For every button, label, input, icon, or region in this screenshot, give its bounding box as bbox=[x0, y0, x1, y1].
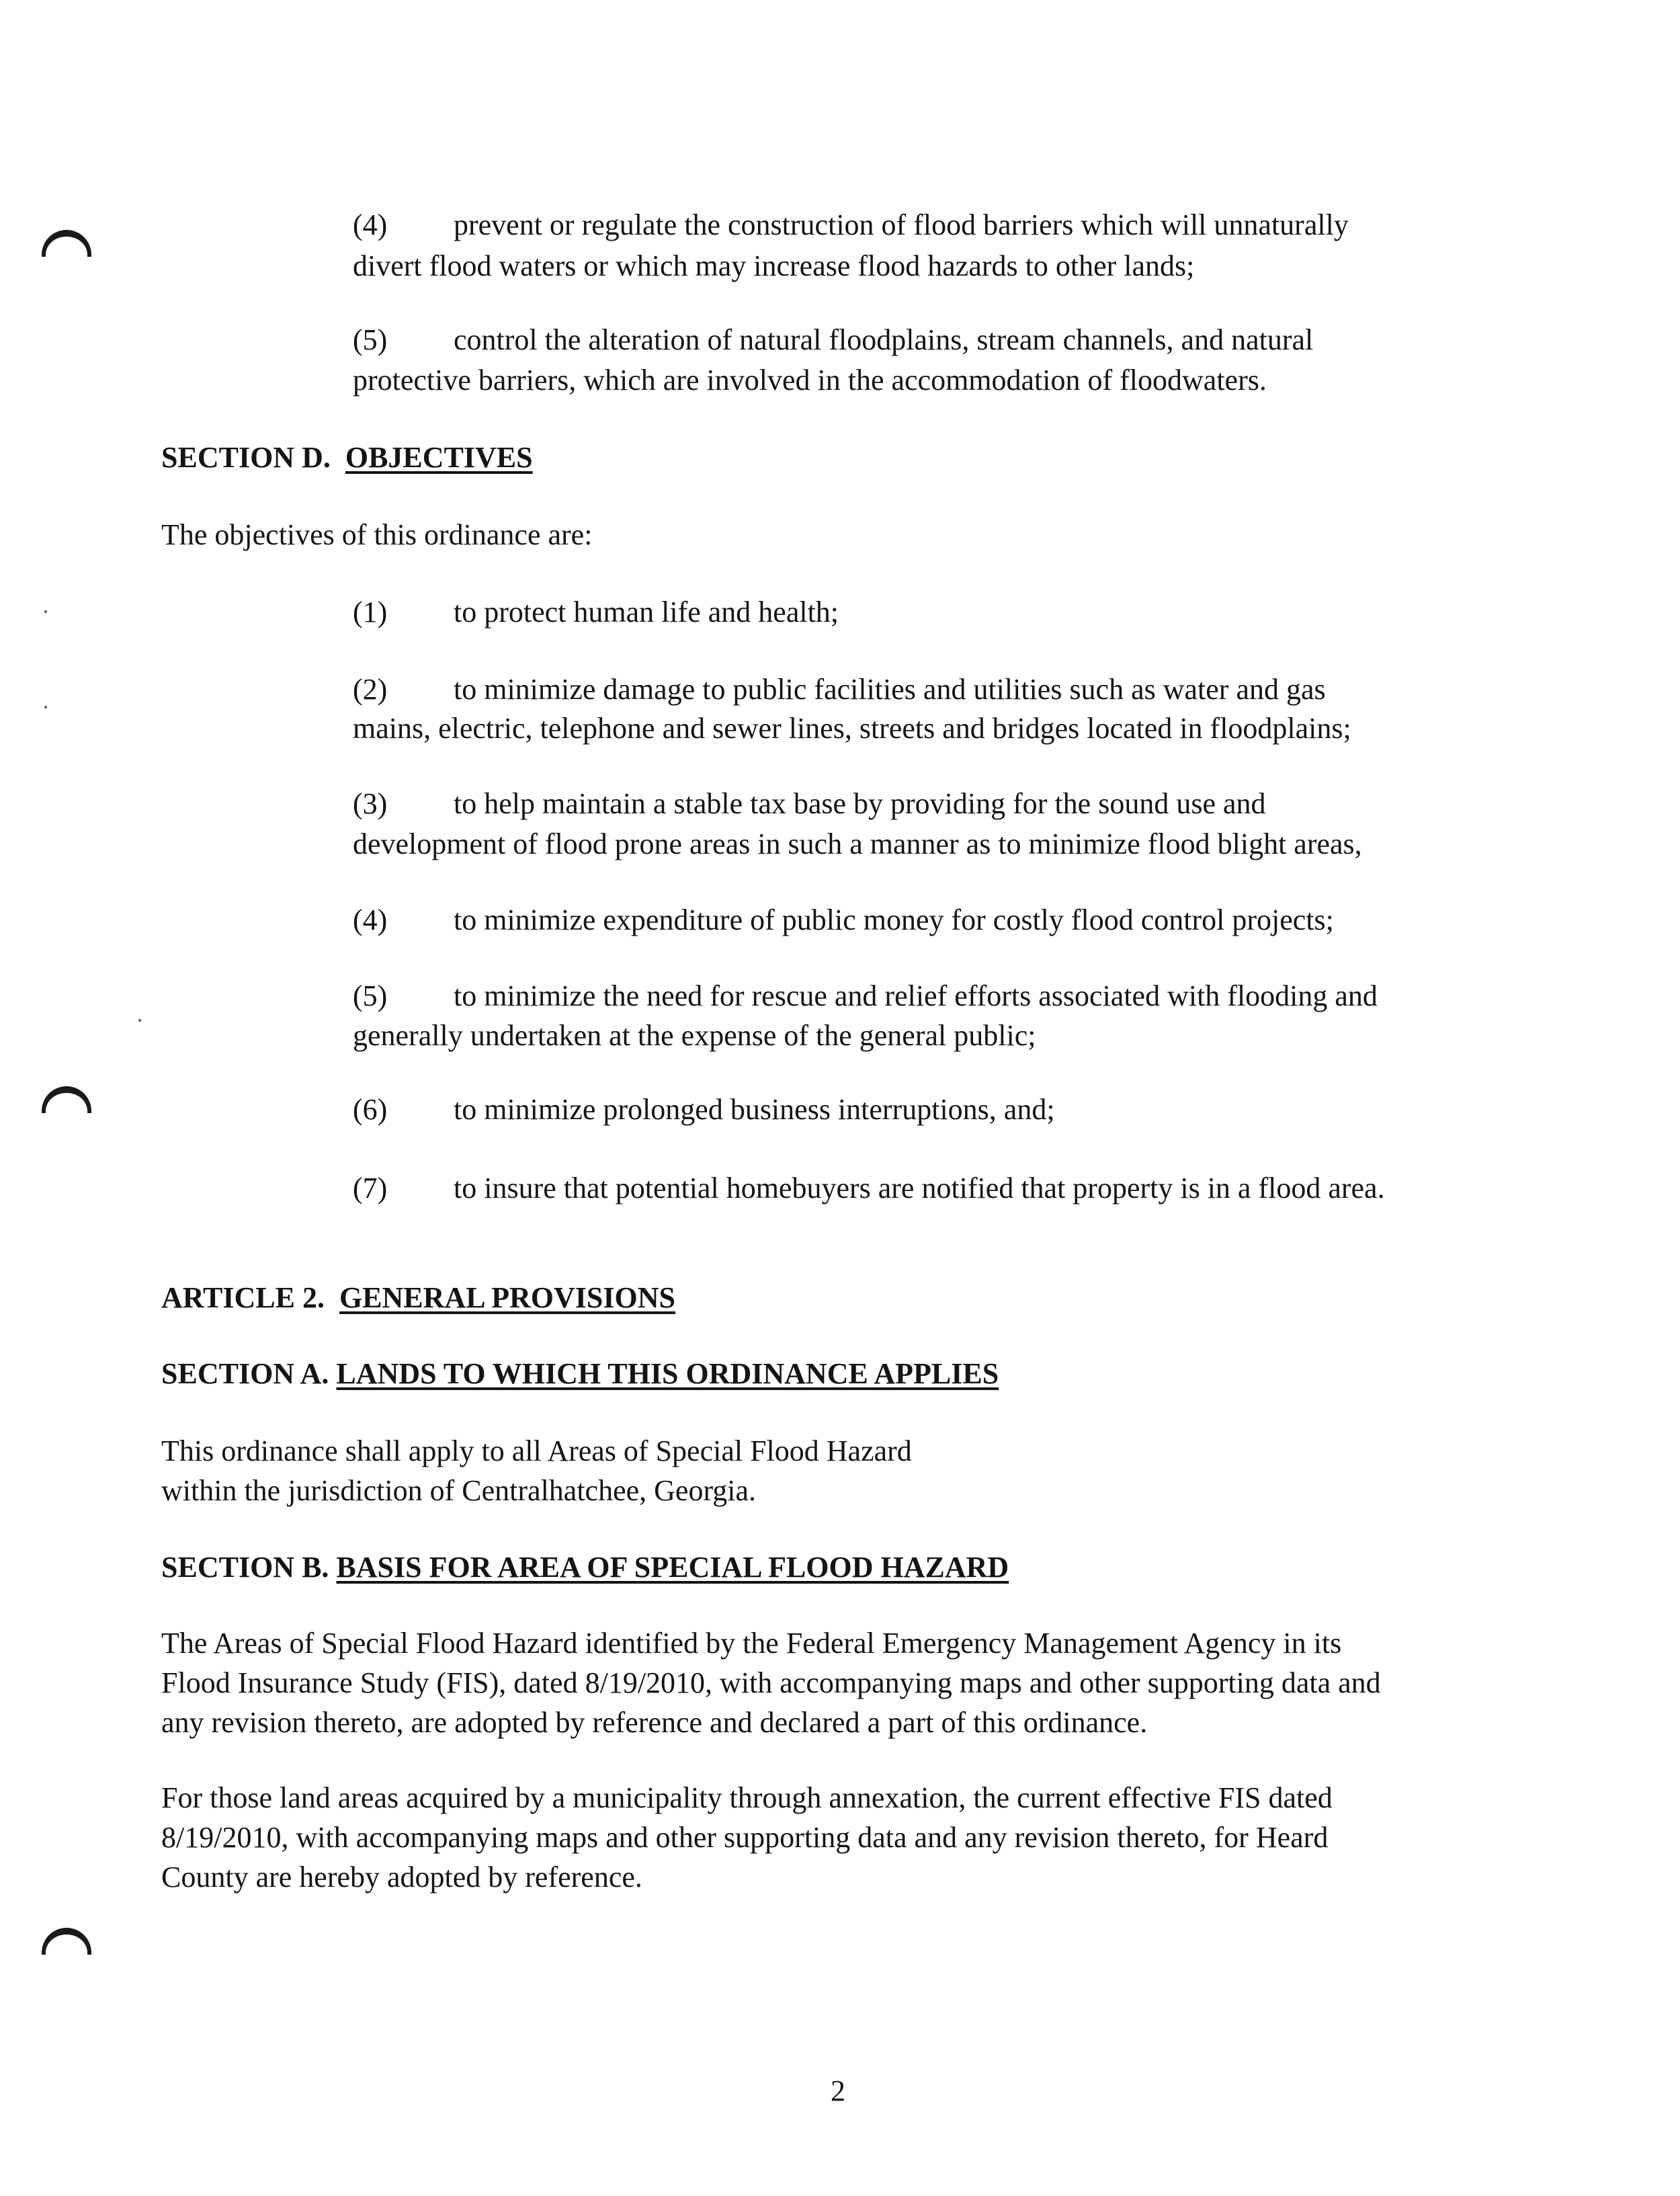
section-b-paragraph-2-line: For those land areas acquired by a municipality through annexation, the current effective FIS dated bbox=[161, 1781, 1333, 1814]
article-title: GENERAL PROVISIONS bbox=[339, 1281, 675, 1314]
item-text: to minimize the need for rescue and relief efforts associated with flooding and bbox=[454, 979, 1378, 1012]
objective-item-7 bbox=[353, 1168, 1385, 1209]
intro-item-5 bbox=[353, 319, 1313, 361]
section-a-paragraph-line: within the jurisdiction of Centralhatchee, Georgia. bbox=[161, 1474, 757, 1507]
objective-item-2-cont: mains, electric, telephone and sewer lines, streets and bridges located in floodplains; bbox=[353, 712, 1351, 745]
objective-item-5-cont: generally undertaken at the expense of the general public; bbox=[353, 1019, 1036, 1052]
article-2-heading bbox=[161, 1277, 675, 1319]
item-number: (4) bbox=[353, 208, 388, 241]
punch-hole-mark bbox=[42, 230, 91, 257]
section-title: LANDS TO WHICH THIS ORDINANCE APPLIES bbox=[336, 1357, 999, 1390]
section-d-heading bbox=[161, 437, 533, 479]
objective-item-1 bbox=[353, 592, 839, 633]
section-label: SECTION D. bbox=[161, 441, 331, 474]
scan-speck bbox=[138, 1019, 141, 1022]
section-label: SECTION B. bbox=[161, 1551, 329, 1584]
item-text: control the alteration of natural floodplains, stream channels, and natural bbox=[454, 323, 1314, 356]
intro-item-4-cont: divert flood waters or which may increase flood hazards to other lands; bbox=[353, 249, 1195, 282]
item-text: prevent or regulate the construction of flood barriers which will unnaturally bbox=[454, 208, 1349, 241]
item-number: (1) bbox=[353, 596, 388, 628]
objective-item-2 bbox=[353, 669, 1326, 710]
item-number: (4) bbox=[353, 903, 388, 936]
punch-hole-mark bbox=[42, 1928, 91, 1955]
punch-hole-mark bbox=[42, 1086, 91, 1113]
page-number: 2 bbox=[831, 2074, 845, 2107]
item-number: (5) bbox=[353, 979, 388, 1012]
item-text: to help maintain a stable tax base by providing for the sound use and bbox=[454, 787, 1266, 820]
objective-item-3 bbox=[353, 783, 1266, 825]
section-d-intro: The objectives of this ordinance are: bbox=[161, 518, 593, 551]
intro-item-5-cont: protective barriers, which are involved in the accommodation of floodwaters. bbox=[353, 364, 1267, 397]
section-a-paragraph-line: This ordinance shall apply to all Areas of Special Flood Hazard bbox=[161, 1434, 912, 1467]
intro-item-4 bbox=[353, 204, 1349, 246]
item-text: to minimize prolonged business interruptions, and; bbox=[454, 1093, 1055, 1126]
item-text: to insure that potential homebuyers are notified that property is in a flood area. bbox=[454, 1172, 1385, 1205]
item-number: (2) bbox=[353, 673, 388, 706]
item-text: to minimize damage to public facilities and utilities such as water and gas bbox=[454, 673, 1326, 706]
objective-item-6 bbox=[353, 1089, 1055, 1131]
objective-item-5 bbox=[353, 975, 1378, 1017]
section-b-paragraph-2-line: 8/19/2010, with accompanying maps and other supporting data and any revision thereto, for Heard bbox=[161, 1821, 1329, 1854]
section-a-heading bbox=[161, 1353, 999, 1395]
section-b-heading bbox=[161, 1547, 1009, 1588]
section-title: OBJECTIVES bbox=[345, 441, 533, 474]
objective-item-3-cont: development of flood prone areas in such a manner as to minimize flood blight areas, bbox=[353, 827, 1362, 860]
objective-item-4 bbox=[353, 899, 1334, 941]
section-title: BASIS FOR AREA OF SPECIAL FLOOD HAZARD bbox=[336, 1551, 1009, 1584]
section-b-paragraph-1-line: Flood Insurance Study (FIS), dated 8/19/2010, with accompanying maps and other supporting data and bbox=[161, 1666, 1381, 1699]
item-number: (7) bbox=[353, 1172, 388, 1205]
item-text: to protect human life and health; bbox=[454, 596, 839, 628]
section-b-paragraph-2-line: County are hereby adopted by reference. bbox=[161, 1861, 642, 1894]
item-number: (5) bbox=[353, 323, 388, 356]
item-number: (3) bbox=[353, 787, 388, 820]
section-b-paragraph-1-line: any revision thereto, are adopted by reference and declared a part of this ordinance. bbox=[161, 1706, 1148, 1739]
section-label: SECTION A. bbox=[161, 1357, 329, 1390]
scan-speck bbox=[44, 706, 47, 708]
section-b-paragraph-1-line: The Areas of Special Flood Hazard identified by the Federal Emergency Management Agency in its bbox=[161, 1627, 1342, 1660]
article-label: ARTICLE 2. bbox=[161, 1281, 325, 1314]
scan-speck bbox=[44, 610, 47, 613]
item-text: to minimize expenditure of public money for costly flood control projects; bbox=[454, 903, 1334, 936]
item-number: (6) bbox=[353, 1093, 388, 1126]
